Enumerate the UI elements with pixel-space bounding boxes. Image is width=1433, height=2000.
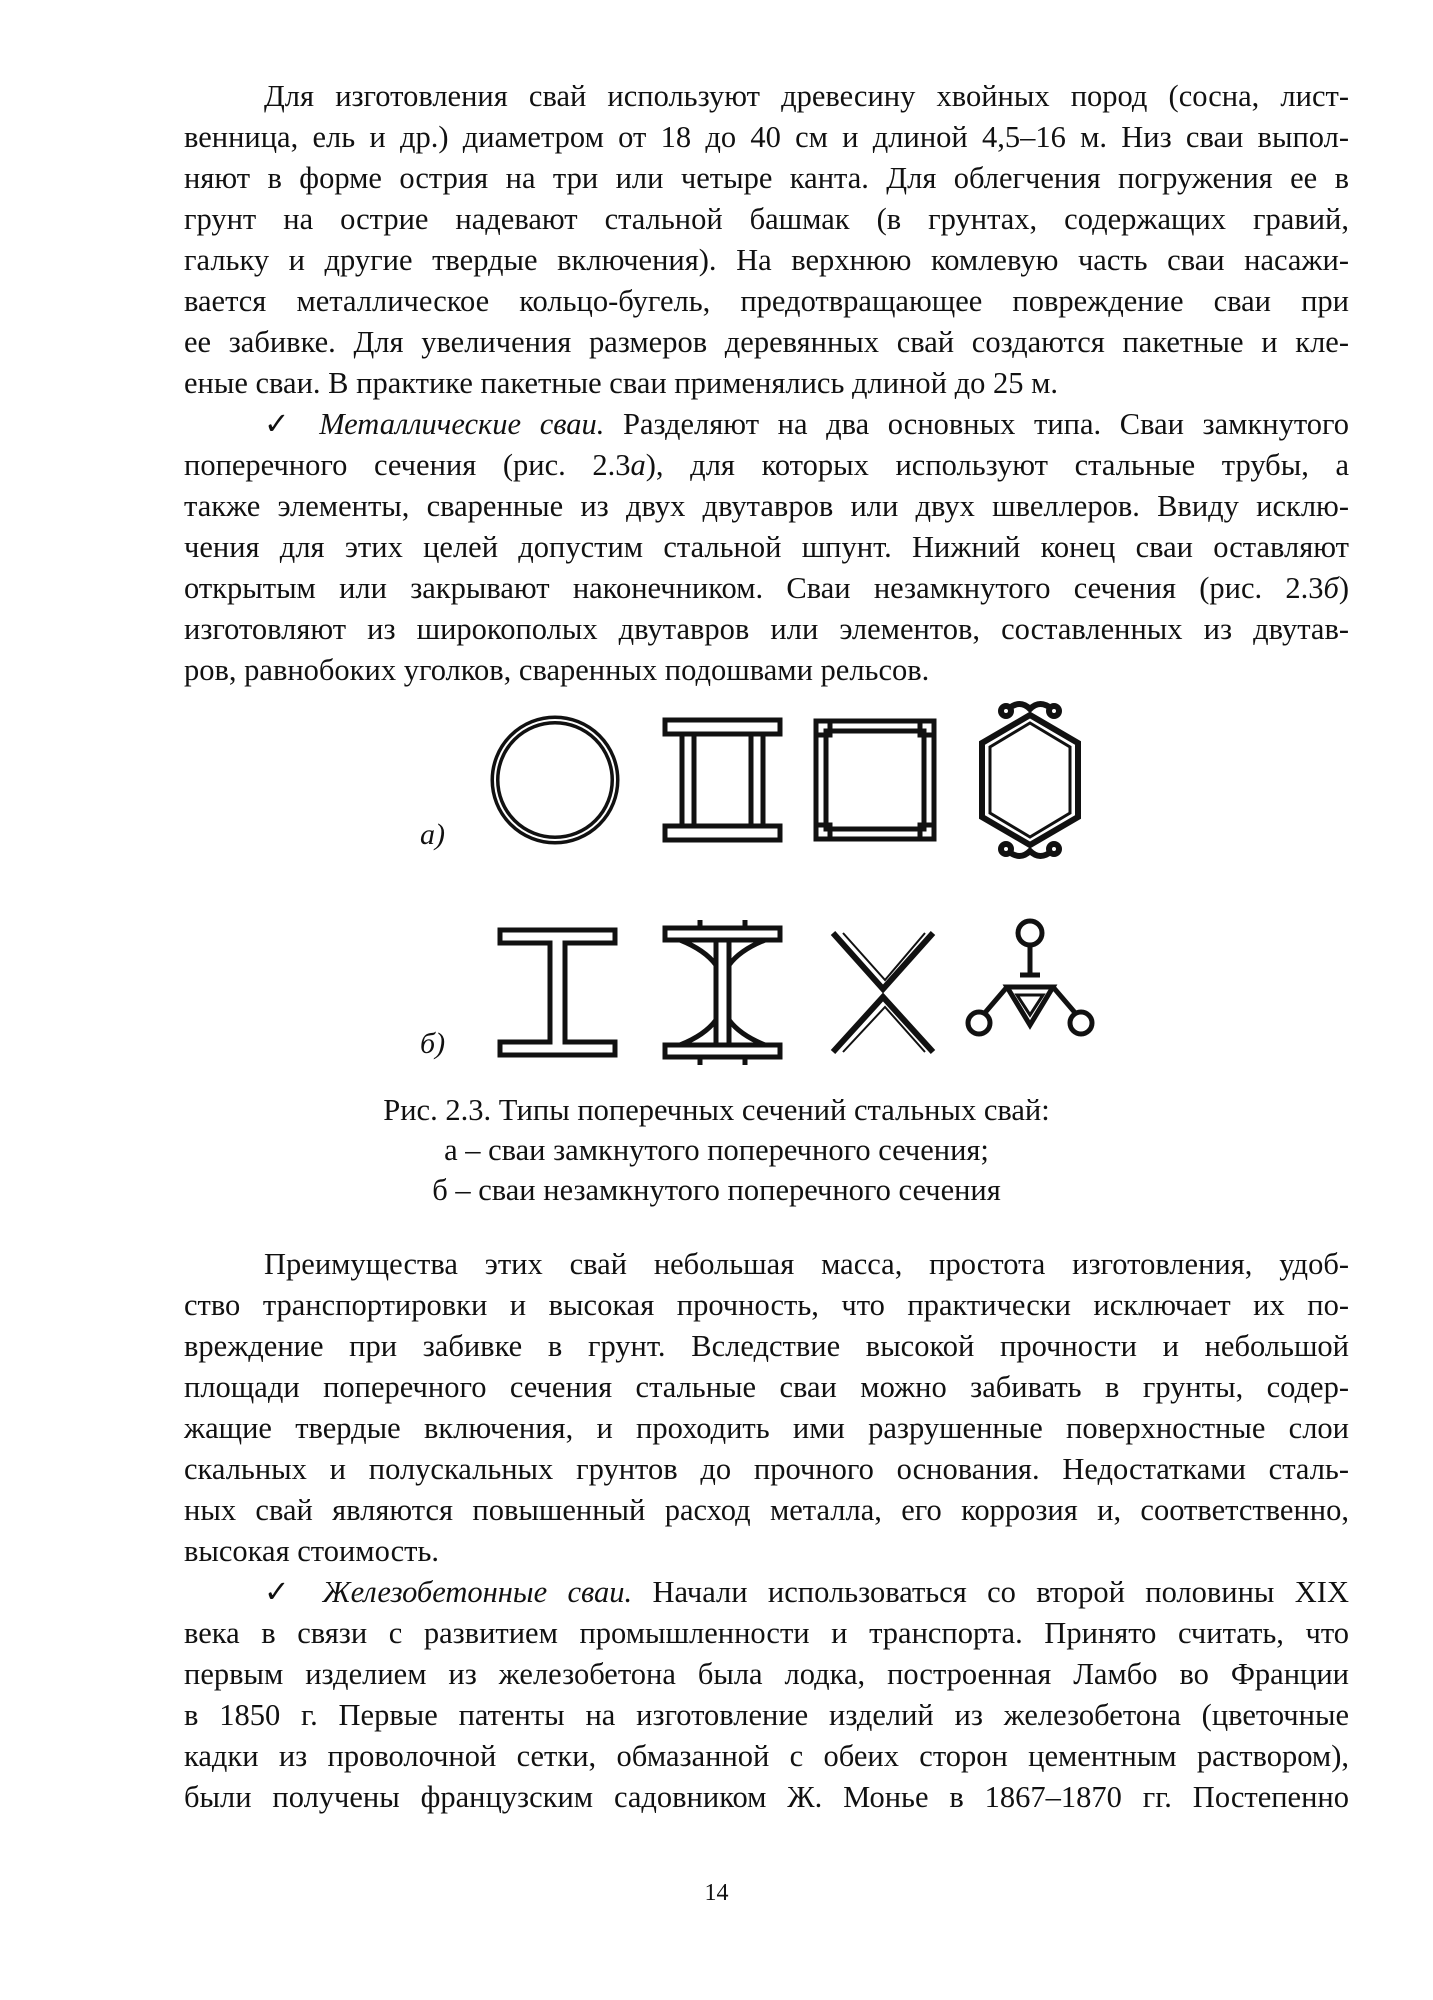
three-rail-section-icon	[965, 915, 1095, 1065]
built-up-i-section-icon	[660, 920, 785, 1065]
text-line: площади поперечного сечения стальные сваи можно забивать в грунты, содер-	[184, 1370, 1349, 1404]
caption-title: Рис. 2.3. Типы поперечных сечений стальных свай:	[383, 1093, 1050, 1127]
text-line: няют в форме острия на три или четыре канта. Для облегчения погружения ее в	[184, 161, 1349, 195]
text-line	[184, 568, 1349, 609]
checkmark-icon: ✓	[264, 407, 301, 441]
round-tube-section-icon	[485, 710, 625, 850]
figure-label-b: б)	[420, 1027, 446, 1060]
text-line	[184, 404, 1349, 445]
text-line: скальных и полускальных грунтов до прочного основания. Недостатками сталь-	[184, 1452, 1349, 1486]
text-line: также элементы, сваренные из двух двутавров или двух швеллеров. Ввиду исклю-	[184, 489, 1349, 523]
figure-caption	[0, 1090, 1433, 1210]
text-line: еные сваи. В практике пакетные сваи применялись длиной до 25 м.	[184, 366, 1059, 400]
text-line: изготовляют из широкополых двутавров или элементов, составленных из двутав-	[184, 612, 1349, 646]
text-line: первым изделием из железобетона была лодка, построенная Ламбо во Франции	[184, 1657, 1349, 1691]
text-line: ство транспортировки и высокая прочность, что практически исключает их по-	[184, 1288, 1349, 1322]
text-fragment: открытым или закрывают наконечником. Сваи незамкнутого сечения (рис. 2.3	[184, 571, 1324, 605]
text-line: венница, ель и др.) диаметром от 18 до 40 см и длиной 4,5–16 м. Низ сваи выпол-	[184, 120, 1349, 154]
text-line: высокая стоимость.	[184, 1534, 439, 1568]
section-heading: Металлические сваи.	[319, 407, 605, 441]
text-line: были получены французским садовником Ж. Монье в 1867–1870 гг. Постепенно	[184, 1780, 1349, 1814]
text-line: жащие твердые включения, и проходить ими разрушенные поверхностные слои	[184, 1411, 1349, 1445]
text-line: чения для этих целей допустим стальной шпунт. Нижний конец сваи оставляют	[184, 530, 1349, 564]
sheet-pile-box-section-icon	[968, 695, 1093, 865]
text-line: вреждение при забивке в грунт. Вследствие высокой прочности и небольшой	[184, 1329, 1349, 1363]
text-fragment: ), для которых используют стальные трубы, а	[645, 448, 1349, 482]
text-fragment: Разделяют на два основных типа. Сваи замкнутого	[604, 407, 1350, 441]
text-fragment: а	[630, 448, 646, 482]
text-line	[184, 1572, 1349, 1613]
text-line: Преимущества этих свай небольшая масса, простота изготовления, удоб-	[264, 1247, 1349, 1281]
paragraph-wooden-piles	[184, 76, 1349, 691]
wide-flange-i-section-icon	[495, 925, 620, 1060]
double-channel-section-icon	[660, 715, 785, 845]
text-line: века в связи с развитием промышленности и транспорта. Принято считать, что	[184, 1616, 1349, 1650]
caption-item-b: б – сваи незамкнутого поперечного сечения	[432, 1173, 1001, 1207]
text-line: Для изготовления свай используют древесину хвойных пород (сосна, лист-	[264, 79, 1349, 113]
paragraph-concrete-piles	[184, 1572, 1349, 1818]
text-line	[184, 445, 1349, 486]
section-heading: Железобетонные сваи.	[322, 1575, 633, 1609]
text-line: гальку и другие твердые включения). На верхнюю комлевую часть сваи насажи-	[184, 243, 1349, 277]
caption-item-a: а – сваи замкнутого поперечного сечения;	[444, 1133, 989, 1167]
figure-label-a: а)	[420, 818, 445, 851]
text-line: кадки из проволочной сетки, обмазанной с обеих сторон цементным раствором),	[184, 1739, 1349, 1773]
text-fragment: б	[1323, 571, 1339, 605]
box-section-icon	[810, 715, 940, 845]
text-line: в 1850 г. Первые патенты на изготовление изделий из железобетона (цветочные	[184, 1698, 1349, 1732]
figure-pile-sections	[0, 690, 1433, 1130]
text-line: ее забивке. Для увеличения размеров деревянных свай создаются пакетные и кле-	[184, 325, 1349, 359]
text-fragment: поперечного сечения (рис. 2.3	[184, 448, 631, 482]
paragraph-metal-piles	[184, 404, 1349, 691]
cross-angle-section-icon	[825, 925, 945, 1060]
paragraph-advantages	[184, 1244, 1349, 1818]
text-line: ных свай являются повышенный расход металла, его коррозия и, соответственно,	[184, 1493, 1349, 1527]
text-fragment: Начали использоваться со второй половины XIX	[632, 1575, 1349, 1609]
text-line: грунт на острие надевают стальной башмак (в грунтах, содержащих гравий,	[184, 202, 1349, 236]
text-line: вается металлическое кольцо-бугель, предотвращающее повреждение сваи при	[184, 284, 1349, 318]
text-line: ров, равнобоких уголков, сваренных подошвами рельсов.	[184, 653, 930, 687]
checkmark-icon: ✓	[264, 1575, 303, 1609]
text-fragment: )	[1338, 571, 1349, 605]
page-number: 14	[704, 1880, 729, 1906]
